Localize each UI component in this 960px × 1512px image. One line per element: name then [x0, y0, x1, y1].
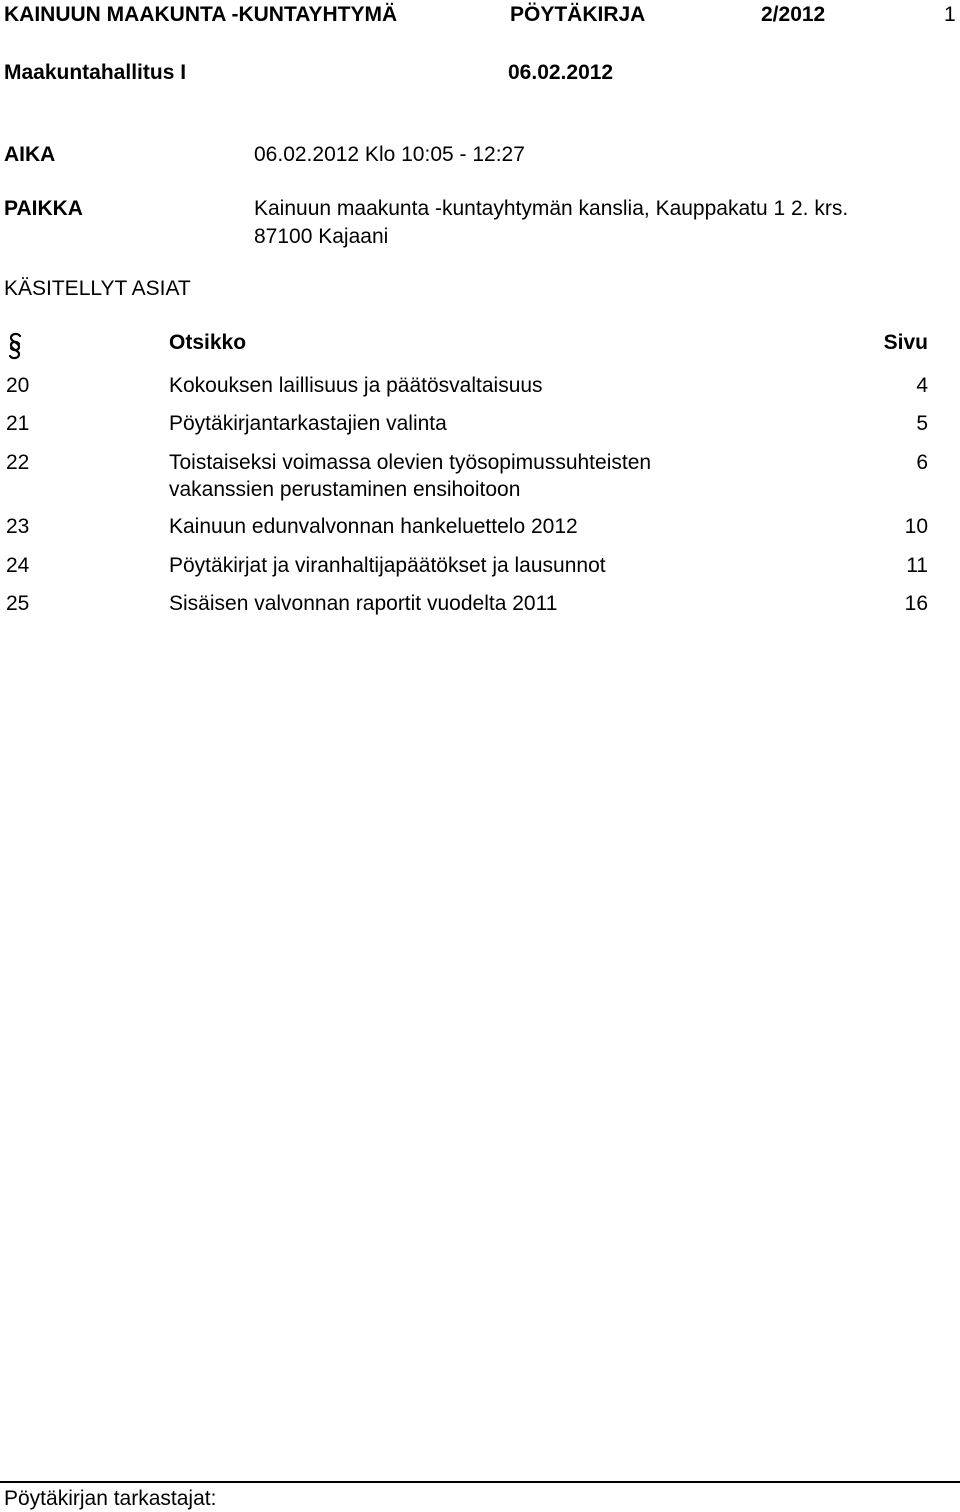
document-number: 2/2012 — [761, 3, 826, 26]
item-page: 5 — [916, 412, 928, 435]
item-number: 23 — [6, 515, 30, 538]
column-header-page: Sivu — [883, 331, 928, 354]
item-page: 11 — [906, 554, 928, 577]
organization-name: KAINUUN MAAKUNTA -KUNTAYHTYMÄ — [4, 3, 398, 26]
item-page: 10 — [904, 515, 928, 538]
place-value-line-2: 87100 Kajaani — [254, 225, 389, 248]
item-title: Toistaiseksi voimassa olevien työsopimussuhteisten — [169, 451, 652, 474]
section-sign-icon — [4, 331, 26, 361]
item-page: 4 — [916, 374, 928, 397]
item-title: Pöytäkirjat ja viranhaltijapäätökset ja lausunnot — [169, 554, 606, 577]
place-value-line-1: Kainuun maakunta -kuntayhtymän kanslia, Kauppakatu 1 2. krs. — [254, 197, 849, 220]
time-value: 06.02.2012 Klo 10:05 - 12:27 — [254, 143, 525, 166]
column-header-title: Otsikko — [169, 331, 247, 354]
time-label: AIKA — [4, 143, 56, 166]
item-title: vakanssien perustaminen ensihoitoon — [169, 478, 521, 501]
item-number: 24 — [6, 554, 30, 577]
item-title: Kokouksen laillisuus ja päätösvaltaisuus — [169, 374, 543, 397]
item-number: 20 — [6, 374, 30, 397]
item-number: 21 — [6, 412, 30, 435]
document-type: PÖYTÄKIRJA — [510, 3, 646, 26]
page-number: 1 — [944, 3, 956, 26]
footer-divider — [0, 1481, 960, 1483]
place-label: PAIKKA — [4, 197, 83, 220]
minutes-checkers-label: Pöytäkirjan tarkastajat: — [4, 1487, 217, 1510]
governing-body-name: Maakuntahallitus I — [4, 61, 187, 84]
handled-items-heading: KÄSITELLYT ASIAT — [4, 277, 191, 300]
item-page: 16 — [904, 592, 928, 615]
item-page: 6 — [916, 451, 928, 474]
item-number: 22 — [6, 451, 30, 474]
item-title: Pöytäkirjantarkastajien valinta — [169, 412, 447, 435]
item-title: Kainuun edunvalvonnan hankeluettelo 2012 — [169, 515, 578, 538]
header-date: 06.02.2012 — [508, 61, 614, 84]
item-title: Sisäisen valvonnan raportit vuodelta 2011 — [169, 592, 558, 615]
item-number: 25 — [6, 592, 30, 615]
